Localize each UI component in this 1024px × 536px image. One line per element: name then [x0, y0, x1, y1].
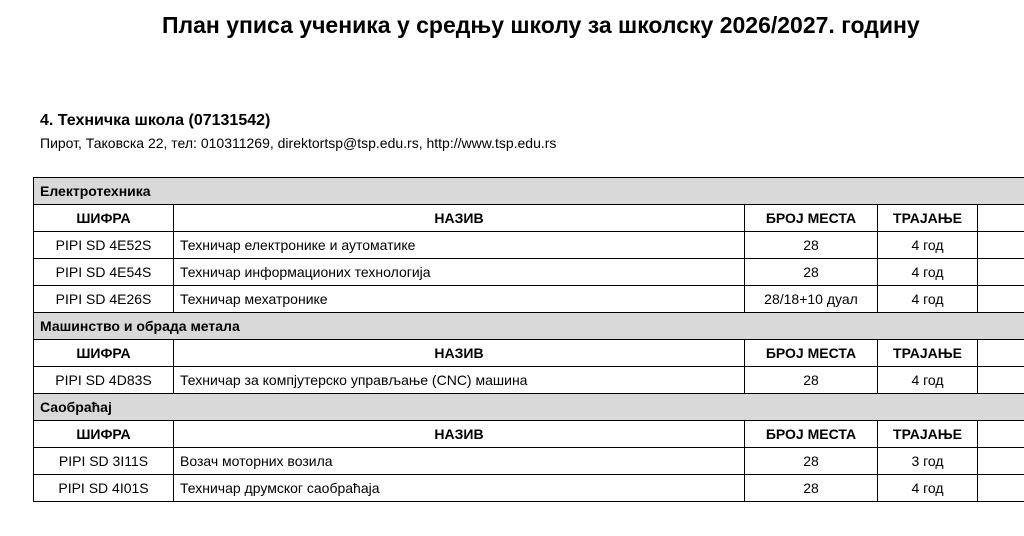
section-row	[34, 178, 1024, 205]
cell-empty	[978, 259, 1024, 286]
column-header-name: НАЗИВ	[174, 205, 745, 232]
cell-places: 28	[745, 259, 878, 286]
cell-code: PIPI SD 3I11S	[34, 448, 174, 475]
cell-empty	[978, 367, 1024, 394]
table-row	[34, 259, 1024, 286]
cell-places: 28	[745, 232, 878, 259]
cell-empty	[978, 475, 1024, 502]
table-row	[34, 286, 1024, 313]
column-header-row	[34, 421, 1024, 448]
cell-name: Техничар мехатронике	[174, 286, 745, 313]
section-title: Машинство и обрада метала	[34, 313, 1024, 340]
cell-duration: 4 год	[878, 232, 978, 259]
cell-code: PIPI SD 4E26S	[34, 286, 174, 313]
cell-places: 28	[745, 448, 878, 475]
page-title: План уписа ученика у средњу школу за школску 2026/2027. годину	[162, 12, 920, 38]
cell-places: 28/18+10 дуал	[745, 286, 878, 313]
cell-places: 28	[745, 475, 878, 502]
cell-name: Техничар друмског саобраћаја	[174, 475, 745, 502]
column-header-places: БРОЈ МЕСТА	[745, 421, 878, 448]
column-header-duration: ТРАЈАЊЕ	[878, 205, 978, 232]
column-header-row	[34, 205, 1024, 232]
cell-empty	[978, 286, 1024, 313]
table-row	[34, 367, 1024, 394]
cell-code: PIPI SD 4D83S	[34, 367, 174, 394]
cell-name: Возач моторних возила	[174, 448, 745, 475]
cell-name: Техничар за компјутерско управљање (CNC) машина	[174, 367, 745, 394]
cell-duration: 4 год	[878, 286, 978, 313]
column-header-name: НАЗИВ	[174, 421, 745, 448]
column-header-code: ШИФРА	[34, 340, 174, 367]
cell-duration: 4 год	[878, 367, 978, 394]
cell-places: 28	[745, 367, 878, 394]
cell-duration: 4 год	[878, 259, 978, 286]
column-header-empty	[978, 340, 1024, 367]
column-header-code: ШИФРА	[34, 421, 174, 448]
cell-empty	[978, 448, 1024, 475]
cell-name: Техничар електронике и аутоматике	[174, 232, 745, 259]
column-header-empty	[978, 205, 1024, 232]
cell-duration: 3 год	[878, 448, 978, 475]
cell-empty	[978, 232, 1024, 259]
school-name: 4. Техничка школа (07131542)	[40, 112, 271, 129]
enrollment-plan	[33, 177, 1024, 502]
section-title: Саобраћај	[34, 394, 1024, 421]
column-header-row	[34, 340, 1024, 367]
table-row	[34, 232, 1024, 259]
cell-code: PIPI SD 4E52S	[34, 232, 174, 259]
section-row	[34, 313, 1024, 340]
column-header-places: БРОЈ МЕСТА	[745, 205, 878, 232]
section-row	[34, 394, 1024, 421]
table-row	[34, 448, 1024, 475]
column-header-empty	[978, 421, 1024, 448]
school-contact: Пирот, Таковска 22, тел: 010311269, direktortsp@tsp.edu.rs, http://www.tsp.edu.rs	[40, 135, 557, 151]
section-title: Електротехника	[34, 178, 1024, 205]
column-header-places: БРОЈ МЕСТА	[745, 340, 878, 367]
cell-duration: 4 год	[878, 475, 978, 502]
column-header-code: ШИФРА	[34, 205, 174, 232]
table-row	[34, 475, 1024, 502]
cell-name: Техничар информационих технологија	[174, 259, 745, 286]
enrollment-table	[33, 177, 1024, 502]
cell-code: PIPI SD 4E54S	[34, 259, 174, 286]
column-header-name: НАЗИВ	[174, 340, 745, 367]
column-header-duration: ТРАЈАЊЕ	[878, 421, 978, 448]
column-header-duration: ТРАЈАЊЕ	[878, 340, 978, 367]
cell-code: PIPI SD 4I01S	[34, 475, 174, 502]
